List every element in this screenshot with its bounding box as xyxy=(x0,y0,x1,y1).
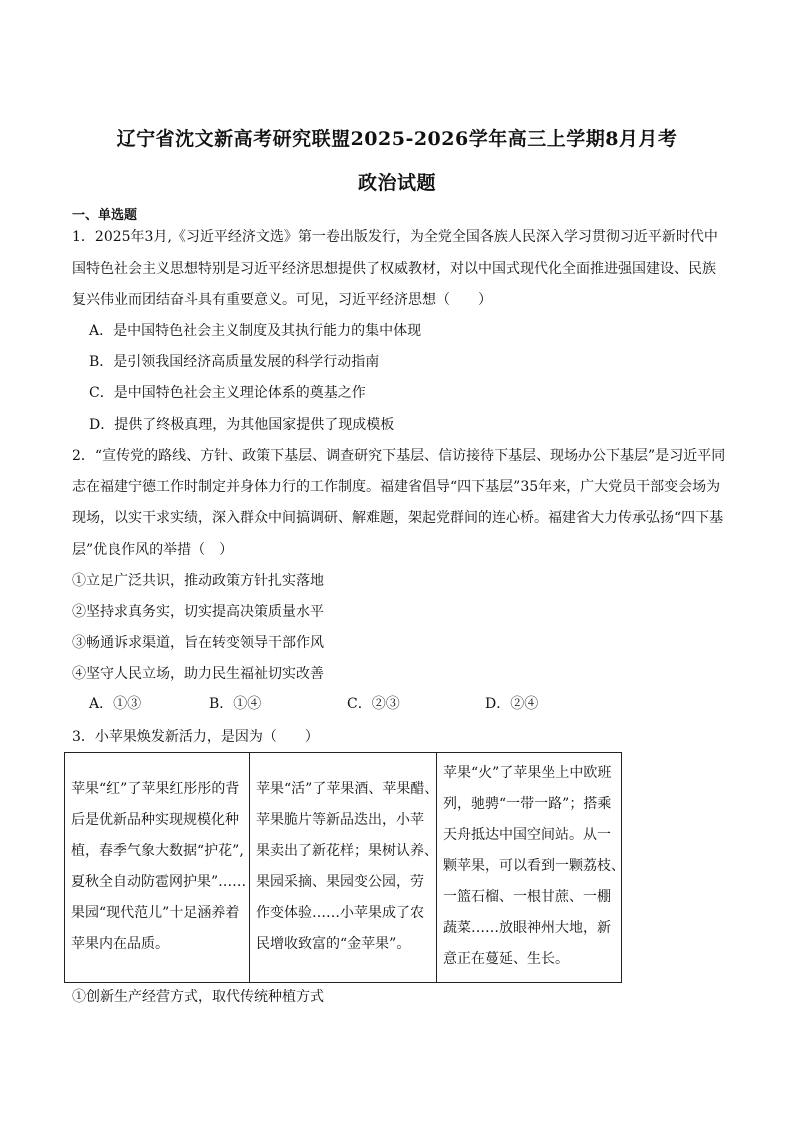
q2-stem-line: 2．“宣传党的路线、方针、政策下基层、调查研究下基层、信访接待下基层、现场办公下基层”是习近平同 xyxy=(72,448,726,464)
q3-col3-line: 天舟抵达中国空间站。从一 xyxy=(443,827,611,843)
section-heading: 一、单选题 xyxy=(72,208,138,223)
q1-stem-line: 复兴伟业而团结奋斗具有重要意义。可见，习近平经济思想（ ） xyxy=(72,292,492,308)
q2-stem-line: 层”优良作风的举措（ ） xyxy=(72,542,234,558)
q2-statement-2: ②坚持求真务实，切实提高决策质量水平 xyxy=(72,604,324,620)
q1-stem-line: 1．2025年3月,《习近平经济文选》第一卷出版发行，为全党全国各族人民深入学习贯彻习近平新时代中 xyxy=(72,229,718,245)
exam-subject-title: 政治试题 xyxy=(357,172,436,194)
q2-choice-b: B．①④ xyxy=(209,696,262,712)
q3-col3-line: 蔬菜……放眼神州大地，新 xyxy=(443,920,611,936)
q3-col3-line: 苹果“火”了苹果坐上中欧班 xyxy=(443,765,612,781)
q3-col2-line: 民增收致富的“金苹果”。 xyxy=(256,936,411,952)
q2-statement-3: ③畅通诉求渠道，旨在转变领导干部作风 xyxy=(72,635,324,651)
q2-stem-line: 志在福建宁德工作时制定并身体力行的工作制度。福建省倡导“四下基层”35年来，广大党员干部变会场为 xyxy=(72,479,721,495)
q3-col2-line: 苹果“活”了苹果酒、苹果醋、 xyxy=(256,781,439,797)
q3-col2-line: 苹果脆片等新品迭出，小苹 xyxy=(256,812,424,828)
q1-option-d: D．提供了终极真理，为其他国家提供了现成模板 xyxy=(89,417,395,433)
q3-col3-line: 颗苹果，可以看到一颗荔枝、 xyxy=(443,858,625,874)
q2-stem-line: 现场，以实干求实绩，深入群众中间搞调研、解难题，架起党群间的连心桥。福建省大力传承弘扬“四下基 xyxy=(72,510,724,526)
q2-statement-4: ④坚守人民立场，助力民生福祉切实改善 xyxy=(72,666,324,682)
q2-choice-d: D．②④ xyxy=(485,696,539,712)
q3-col1-line: 夏秋全自动防雹网护果”…… xyxy=(71,874,247,890)
q3-col3-line: 列，驰骋“一带一路”；搭乘 xyxy=(443,796,612,812)
q1-option-a: A．是中国特色社会主义制度及其执行能力的集中体现 xyxy=(89,323,422,339)
q3-col1-line: 苹果内在品质。 xyxy=(71,936,169,952)
q3-col2-line: 果卖出了新花样；果树认养、 xyxy=(256,843,438,859)
q2-choice-a: A．①③ xyxy=(89,696,142,712)
q3-col1-line: 植，春季气象大数据“护花”, xyxy=(71,843,244,859)
q3-col1-line: 后是优新品种实现规模化种 xyxy=(71,812,239,828)
q3-column-lively xyxy=(250,753,437,983)
q3-col1-line: 果园“现代范儿”十足涵养着 xyxy=(71,905,240,921)
q3-column-red xyxy=(65,753,250,983)
q3-column-hot xyxy=(437,753,625,983)
q3-col3-line: 意正在蔓延、生长。 xyxy=(443,951,569,967)
q1-option-c: C．是中国特色社会主义理论体系的奠基之作 xyxy=(89,385,366,401)
q3-col3-line: 一篮石榴、一根甘蔗、一棚 xyxy=(443,889,611,905)
q3-col2-line: 果园采摘、果园变公园，劳 xyxy=(256,874,424,890)
q3-statement-1: ①创新生产经营方式，取代传统种植方式 xyxy=(72,989,324,1005)
q3-col1-line: 苹果“红”了苹果红彤彤的背 xyxy=(71,781,240,797)
q3-stem: 3．小苹果焕发新活力，是因为（ ） xyxy=(72,729,319,745)
exam-title: 辽宁省沈文新高考研究联盟2025-2026学年高三上学期8月月考 xyxy=(116,128,678,150)
q3-material-table xyxy=(64,752,625,983)
q2-statement-1: ①立足广泛共识，推动政策方针扎实落地 xyxy=(72,573,324,589)
q1-stem-line: 国特色社会主义思想特别是习近平经济思想提供了权威教材，对以中国式现代化全面推进强国建设、民族 xyxy=(72,261,716,277)
q3-col2-line: 作变体验……小苹果成了农 xyxy=(256,905,424,921)
q2-choice-c: C．②③ xyxy=(347,696,400,712)
q1-option-b: B．是引领我国经济高质量发展的科学行动指南 xyxy=(89,354,380,370)
